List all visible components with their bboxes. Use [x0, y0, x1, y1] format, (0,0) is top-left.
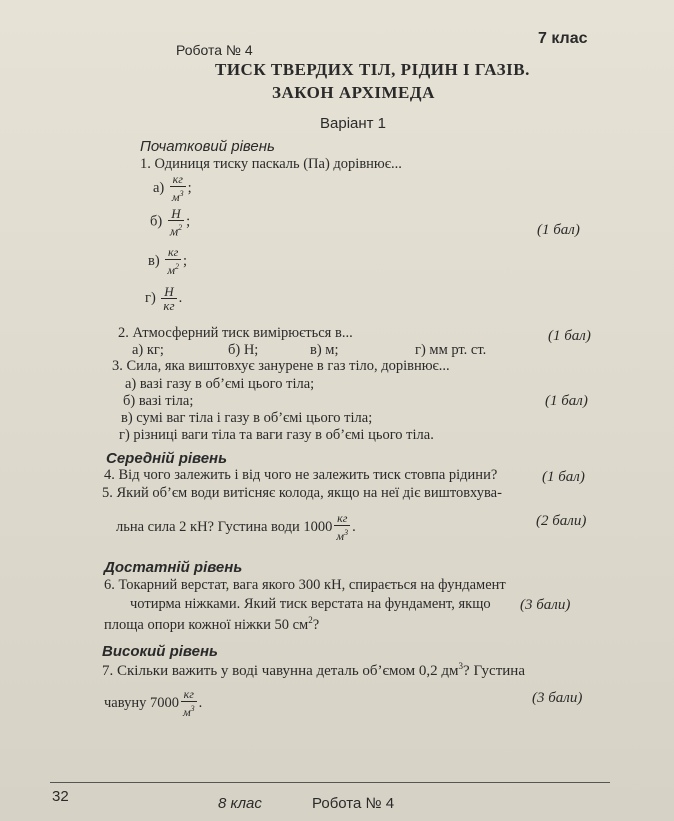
question-3-text: 3. Сила, яка виштовхує занурене в газ тіло, дорівнює...: [112, 358, 450, 374]
q7-points: (3 бали): [532, 690, 583, 706]
footer-work: Робота № 4: [312, 795, 395, 812]
q3-option-b: б) вазі тіла;: [123, 393, 194, 409]
work-number: Робота № 4: [176, 42, 253, 58]
variant-title: Варіант 1: [320, 115, 387, 132]
q1-option-a: а) $\frac{кг}{м^3}$ ;: [153, 172, 192, 204]
question-7-line2: чавуну 7000 $\frac{кг}{м^3}$ .: [104, 687, 203, 719]
q1-option-c: в) $\frac{кг}{м^2}$ ;: [148, 245, 188, 277]
q3-option-a: а) вазі газу в об’ємі цього тіла;: [125, 376, 315, 392]
footer-divider: [50, 782, 610, 783]
question-5-line2: льна сила 2 кН? Густина води 1000 $\frac{кг}{м^3}$ .: [116, 511, 356, 543]
q3-points: (1 бал): [545, 393, 588, 409]
question-6-line1: 6. Токарний верстат, вага якого 300 кН, спирається на фундамент: [104, 577, 506, 593]
section-heading-sufficient: Достатній рівень: [104, 559, 243, 576]
q1-points: (1 бал): [537, 222, 580, 238]
page-number: 32: [52, 788, 69, 805]
question-6-line3: площа опори кожної ніжки 50 $см^2$?: [104, 615, 320, 633]
question-2-text: 2. Атмосферний тиск вимірюється в...: [118, 325, 353, 341]
question-6-line2: чотирма ніжками. Який тиск верстата на фундамент, якщо: [130, 596, 491, 612]
q2-option-b: б) Н;: [228, 342, 259, 358]
q1-option-b: б) $\frac{Н}{м^2}$ ;: [150, 206, 191, 239]
question-4-text: 4. Від чого залежить і від чого не залежить тиск стовпа рідини?: [104, 467, 498, 483]
question-5-line1: 5. Який об’єм води витісняє колода, якщо на неї діє виштовхува-: [102, 485, 502, 501]
question-1-text: 1. Одиниця тиску паскаль (Па) дорівнює...: [140, 156, 402, 172]
q5-points: (2 бали): [536, 513, 587, 529]
q3-option-c: в) сумі ваг тіла і газу в об’ємі цього тіла;: [121, 410, 373, 426]
q1-option-d: г) $\frac{Н}{кг}$ .: [145, 284, 183, 313]
section-heading-initial: Початковий рівень: [140, 138, 275, 155]
page-title-line1: ТИСК ТВЕРДИХ ТІЛ, РІДИН І ГАЗІВ.: [215, 60, 530, 79]
q2-option-d: г) мм рт. ст.: [415, 342, 487, 358]
footer-grade: 8 клас: [218, 795, 262, 812]
grade-label: 7 клас: [538, 30, 588, 47]
q3-option-d: г) різниці ваги тіла та ваги газу в об’ємі цього тіла.: [119, 427, 434, 443]
q2-option-c: в) м;: [310, 342, 339, 358]
q2-option-a: а) кг;: [132, 342, 164, 358]
q2-points: (1 бал): [548, 328, 591, 344]
question-7-line1: 7. Скільки важить у воді чавунна деталь об’ємом 0,2 $дм^3$? Густина: [102, 661, 525, 679]
q4-points: (1 бал): [542, 469, 585, 485]
page-title-line2: ЗАКОН АРХІМЕДА: [272, 83, 435, 102]
q6-points: (3 бали): [520, 597, 571, 613]
section-heading-high: Високий рівень: [102, 643, 218, 660]
section-heading-middle: Середній рівень: [106, 450, 228, 467]
